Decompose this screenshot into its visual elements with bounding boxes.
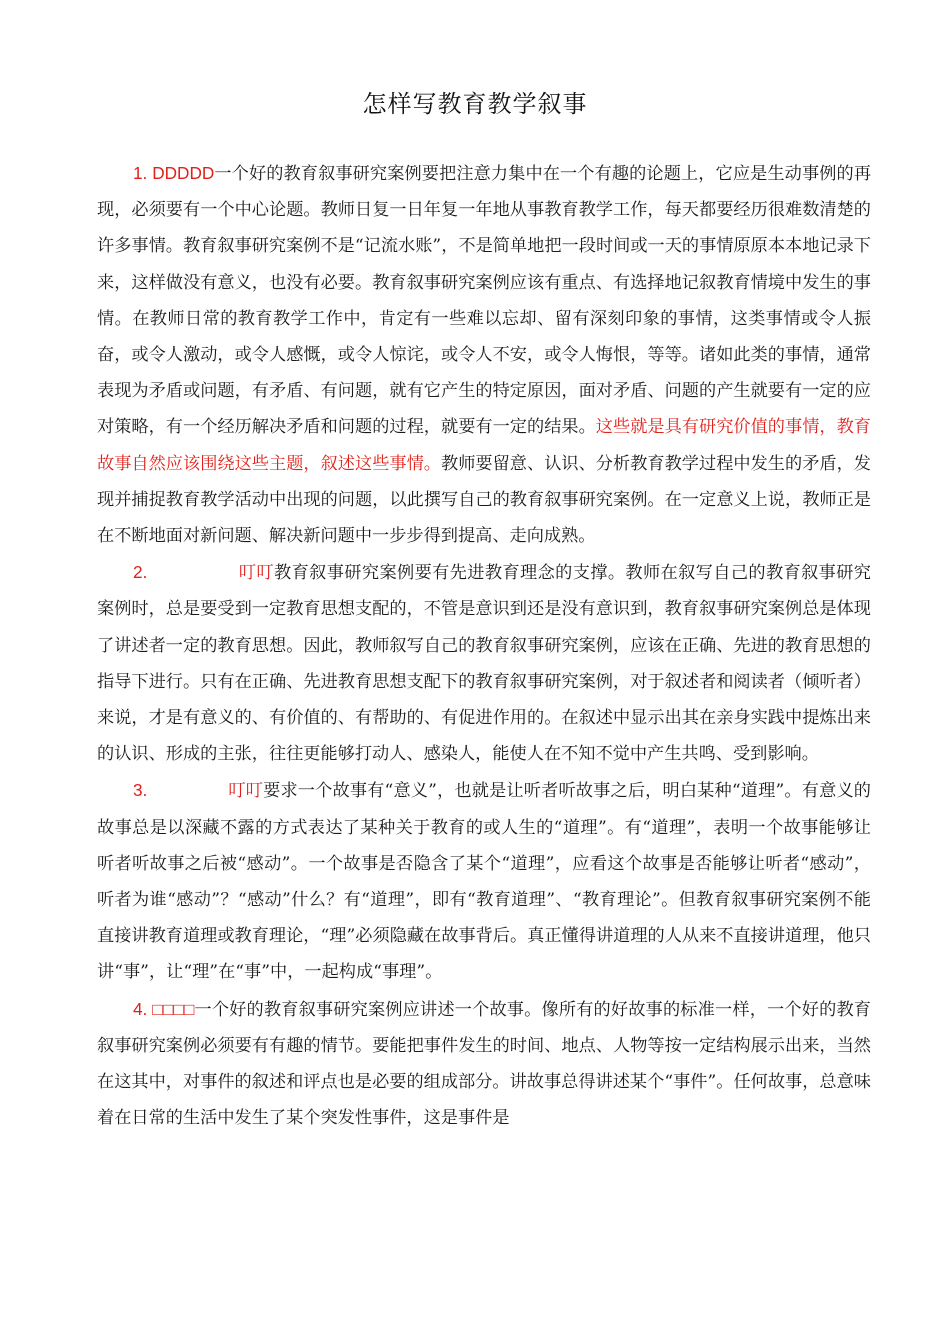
paragraph-marker: DDDDD: [152, 163, 215, 183]
paragraph-marker: □□□□: [152, 998, 195, 1019]
paragraph-marker: 叮叮: [238, 563, 275, 584]
paragraph-number: 2.: [133, 562, 153, 583]
paragraph-text: 一个好的教育叙事研究案例要把注意力集中在一个有趣的论题上，它应是生动事例的再现，必须要有一个中心论题。教师日复一日年复一年地从事教育教学工作，每天都要经历很难数清楚的许多事情。教育叙事研究案例不是“记流水账”，不是简单地把一段时间或一天的事情原原本本地记录下来，这样做没有意义，也没有必要。教育叙事研究案例应该有重点、有选择地记叙教育情境中发生的事情。在教师日常的教育教学工作中，肯定有一些难以忘却、留有深刻印象的事情，这类事情或令人振奋，或令人激动，或令人感慨，或令人惊诧，或令人不安，或令人悔恨，等等。诸如此类的事情，通常表现为矛盾或问题，有矛盾、有问题，就有它产生的特定原因，面对矛盾、问题的产生就要有一定的应对策略，有一个经历解决矛盾和问题的过程，就要有一定的结果。: [97, 164, 872, 438]
paragraph-1: [97, 155, 871, 554]
paragraph-text: 教育叙事研究案例要有先进教育理念的支撑。教师在叙写自己的教育叙事研究案例时，总是要受到一定教育思想支配的，不管是意识到还是没有意识到，教育叙事研究案例总是体现了讲述者一定的教育思想。因此，教师叙写自己的教育叙事研究案例，应该在正确、先进的教育思想的指导下进行。只有在正确、先进教育思想支配下的教育叙事研究案例，对于叙述者和阅读者（倾听者）来说，才是有意义的、有价值的、有帮助的、有促进作用的。在叙述中显示出其在亲身实践中提炼出来的认识、形成的主张，往往更能够打动人、感染人，能使人在不知不觉中产生共鸣、受到影响。: [97, 563, 871, 765]
highlighted-text: 这些就是具有研究价值的事情，教育故事自然应该围绕这些主题，叙述这些事情。: [97, 417, 871, 474]
paragraph-text: 教师要留意、认识、分析教育教学过程中发生的矛盾，发现并捕捉教育教学活动中出现的问题，以此撰写自己的教育叙事研究案例。在一定意义上说，教师正是在不断地面对新问题、解决新问题中一步步得到提高、走向成熟。: [97, 453, 871, 547]
document-body: [97, 155, 871, 1136]
paragraph-3: [97, 772, 871, 990]
paragraph-number: 3.: [133, 780, 153, 801]
paragraph-text: 要求一个故事有“意义”，也就是让听者听故事之后，明白某种“道理”。有意义的故事总是以深藏不露的方式表达了某种关于教育的或人生的“道理”。有“道理”，表明一个故事能够让听者听故事之后被“感动”。一个故事是否隐含了某个“道理”，应看这个故事是否能够让听者“感动”，听者为谁“感动”？“感动”什么？有“道理”，即有“教育道理”、“教育理论”。但教育叙事研究案例不能直接讲教育道理或教育理论，“理”必须隐藏在故事背后。真正懂得讲道理的人从来不直接讲道理，他只讲“事”，让“理”在“事”中，一起构成“事理”。: [97, 781, 871, 983]
paragraph-4: [97, 991, 871, 1137]
document-title: 怎样写教育教学叙事: [362, 90, 588, 118]
paragraph-marker: 叮叮: [228, 781, 264, 802]
paragraph-number: 1.: [133, 163, 153, 183]
paragraph-number: 4.: [133, 998, 153, 1019]
paragraph-2: [97, 554, 871, 772]
paragraph-text: 一个好的教育叙事研究案例应讲述一个故事。像所有的好故事的标准一样，一个好的教育叙事研究案例必须要有有趣的情节。要能把事件发生的时间、地点、人物等按一定结构展示出来，当然在这其中，对事件的叙述和评点也是必要的组成部分。讲故事总得讲述某个“事件”。任何故事，总意味着在日常的生活中发生了某个突发性事件，这是事件是: [97, 999, 871, 1129]
